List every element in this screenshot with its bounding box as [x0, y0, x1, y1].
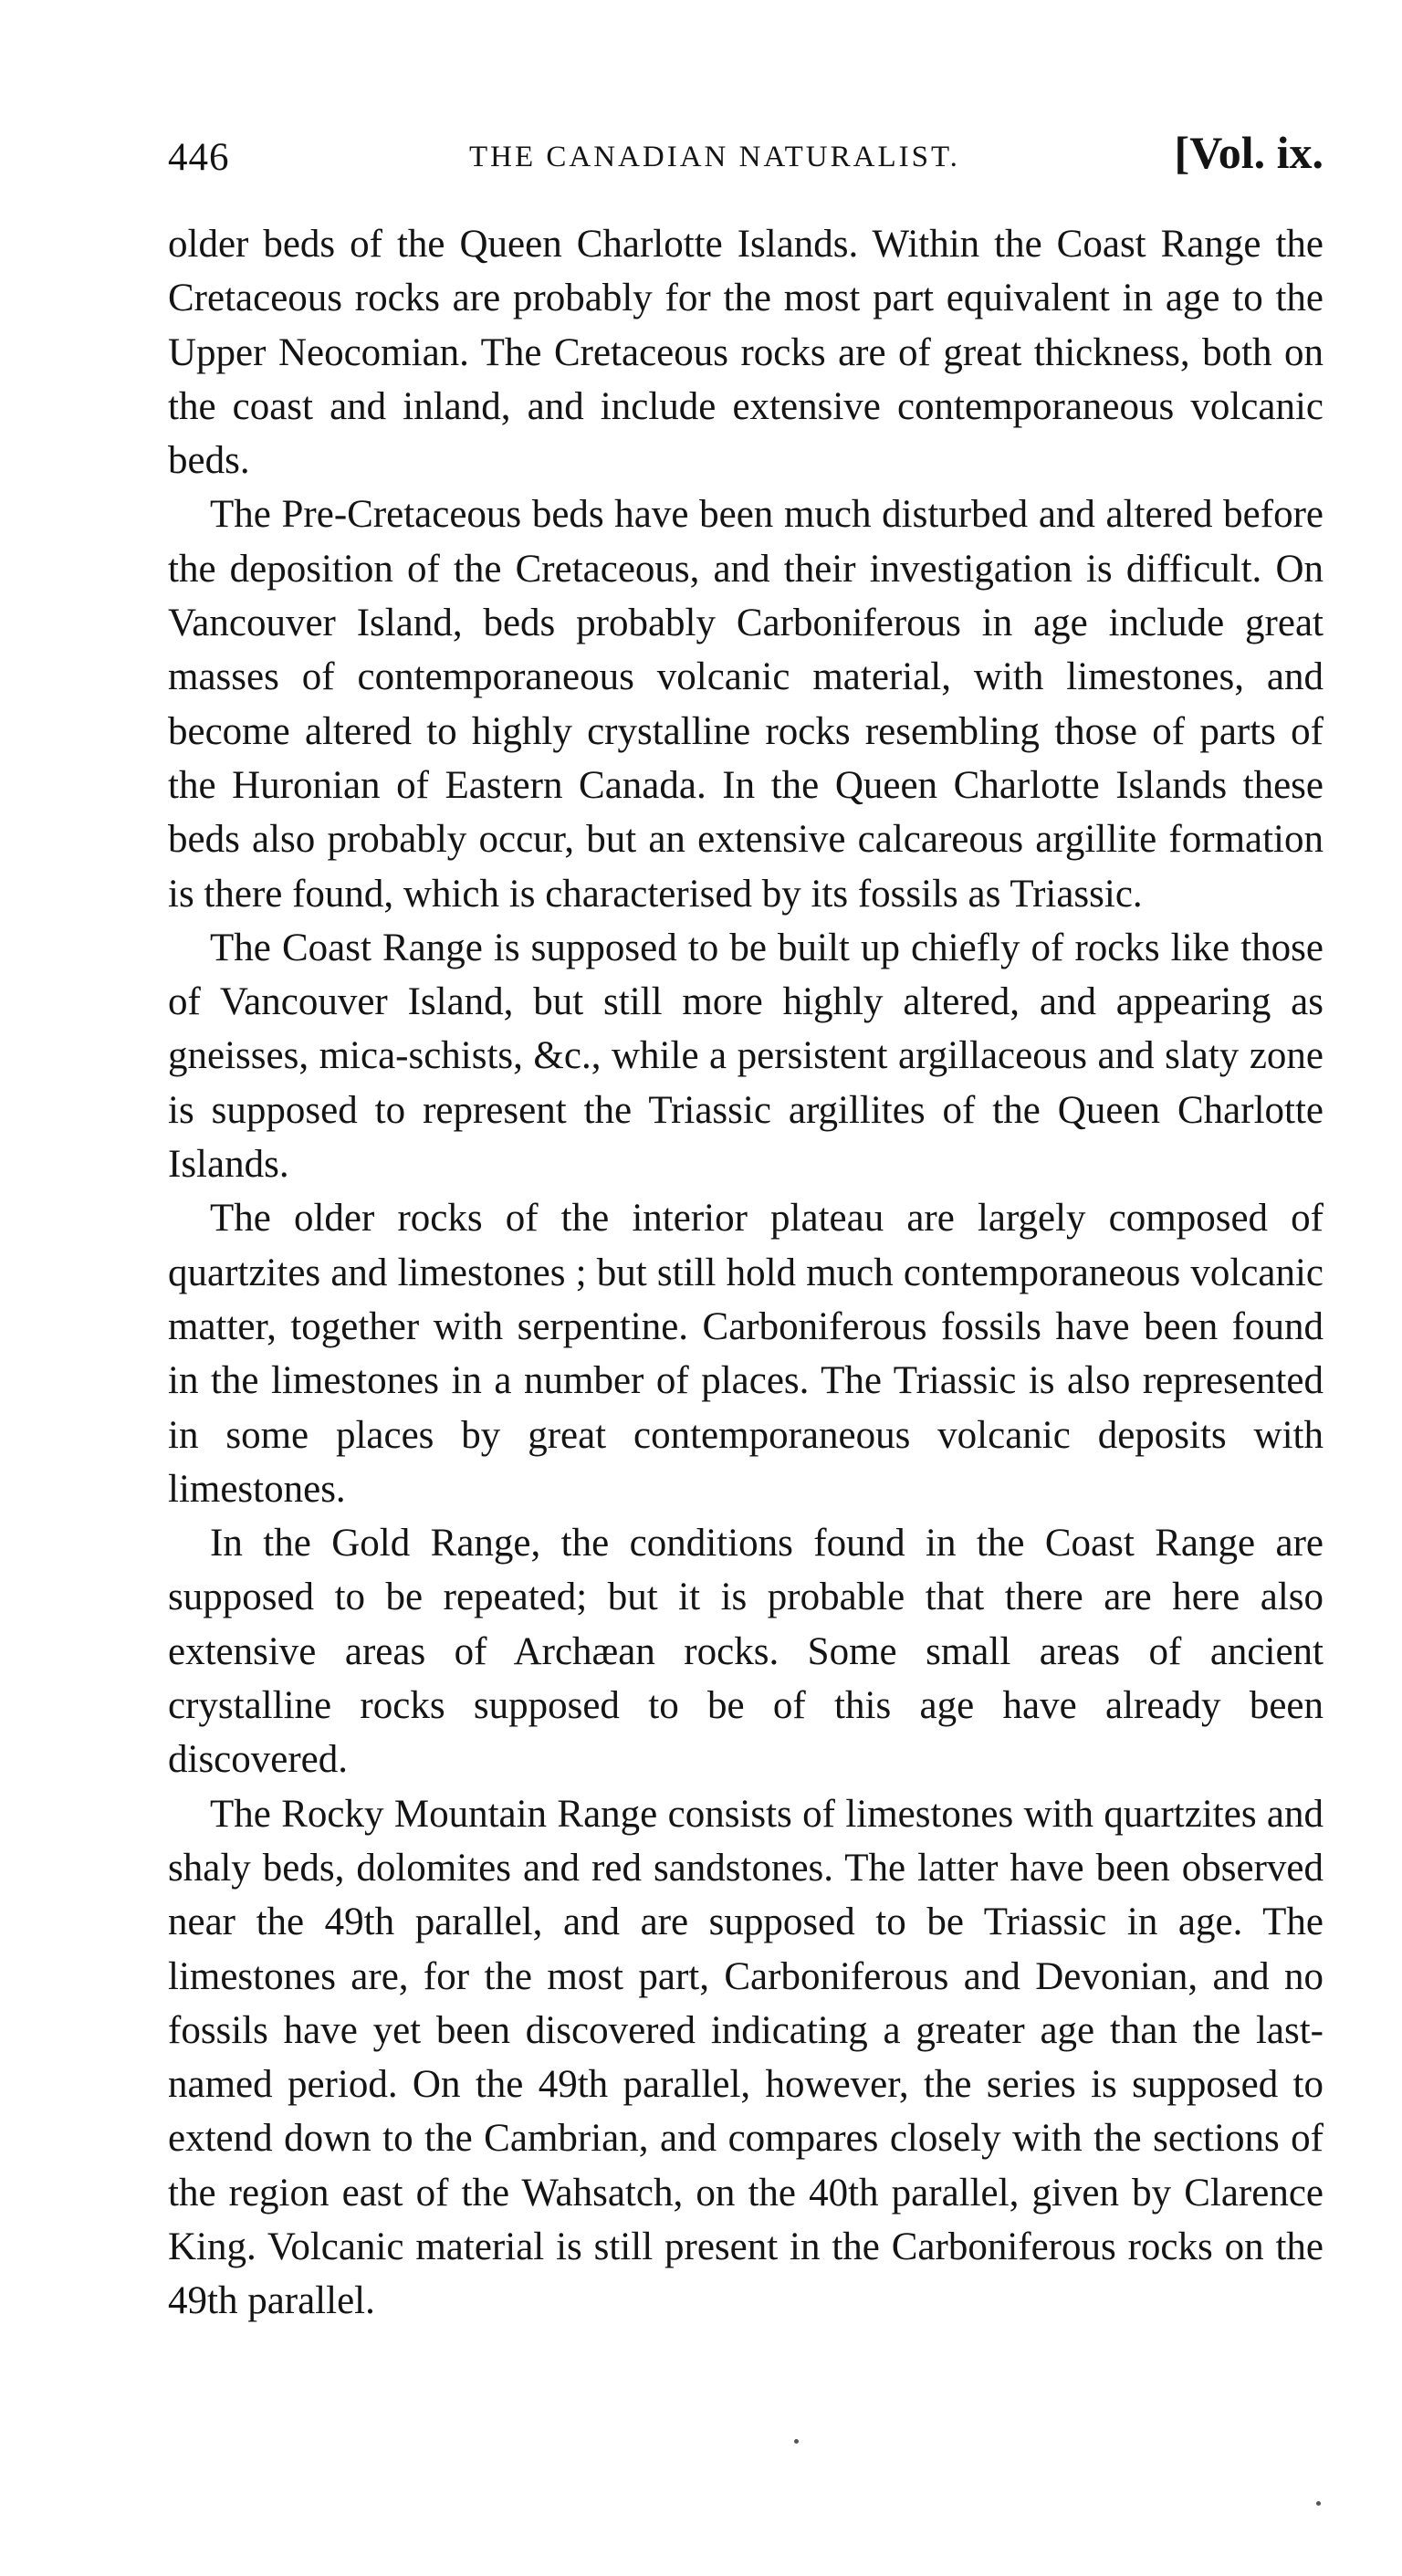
body-text [168, 217, 1324, 2329]
paragraph: In the Gold Range, the conditions found in the Coast Range are supposed to be repeated; but it is probable that there are here also extensive areas of Archæan rocks. Some small areas of ancient crystalline rocks supposed to be of this age have already been discovered. [168, 1522, 1324, 1782]
paragraph: The Pre-Cretaceous beds have been much disturbed and altered before the deposition of the Cretaceous, and their investigation is difficult. On Vancouver Island, beds probably Carboniferous in age include great masses of contemporaneous volcanic material, with limestones, and become altered to highly crystalline rocks resembling those of parts of the Huronian of Eastern Canada. In the Queen Charlotte Islands these beds also probably occur, but an extensive calcareous argillite formation is there found, which is characterised by its fossils as Triassic. [168, 493, 1324, 916]
paragraph: The Rocky Mountain Range consists of limestones with quartzites and shaly beds, dolomites and red sandstones. The latter have been observed near the 49th parallel, and are supposed to be Triassic in age. The limestones are, for the most part, Carboniferous and Devonian, and no fossils have yet been discovered indicating a greater age than the last-named period. On the 49th parallel, however, the series is supposed to extend down to the Cambrian, and compares closely with the sections of the region east of the Wahsatch, on the 40th parallel, given by Clarence King. Volcanic material is still present in the Carboniferous rocks on the 49th parallel. [168, 1792, 1324, 2323]
volume-label: [Vol. ix. [1174, 127, 1324, 178]
paragraph: The older rocks of the interior plateau are largely composed of quartzites and limestones ; but still hold much contemporaneous volcanic matter, together with serpentine. Carboniferous fossils have been found in the limestones in a number of places. The Triassic is also represented in some places by great contemporaneous volcanic deposits with limestones. [168, 1197, 1324, 1511]
ink-speck [794, 2439, 799, 2444]
running-title: THE CANADIAN NATURALIST. [469, 141, 960, 173]
paragraph: The Coast Range is supposed to be built up chiefly of rocks like those of Vancouver Island, but still more highly altered, and appearing as gneisses, mica-schists, &c., while a persistent argillaceous and slaty zone is supposed to represent the Triassic argillites of the Queen Charlotte Islands. [168, 926, 1324, 1187]
page-number: 446 [168, 136, 230, 179]
ink-speck [1316, 2501, 1321, 2506]
paragraph: older beds of the Queen Charlotte Islands. Within the Coast Range the Cretaceous rocks are probably for the most part equivalent in age to the Upper Neocomian. The Cretaceous rocks are of great thickness, both on the coast and inland, and include extensive contemporaneous volcanic beds. [168, 223, 1324, 483]
page-header [168, 126, 1324, 199]
